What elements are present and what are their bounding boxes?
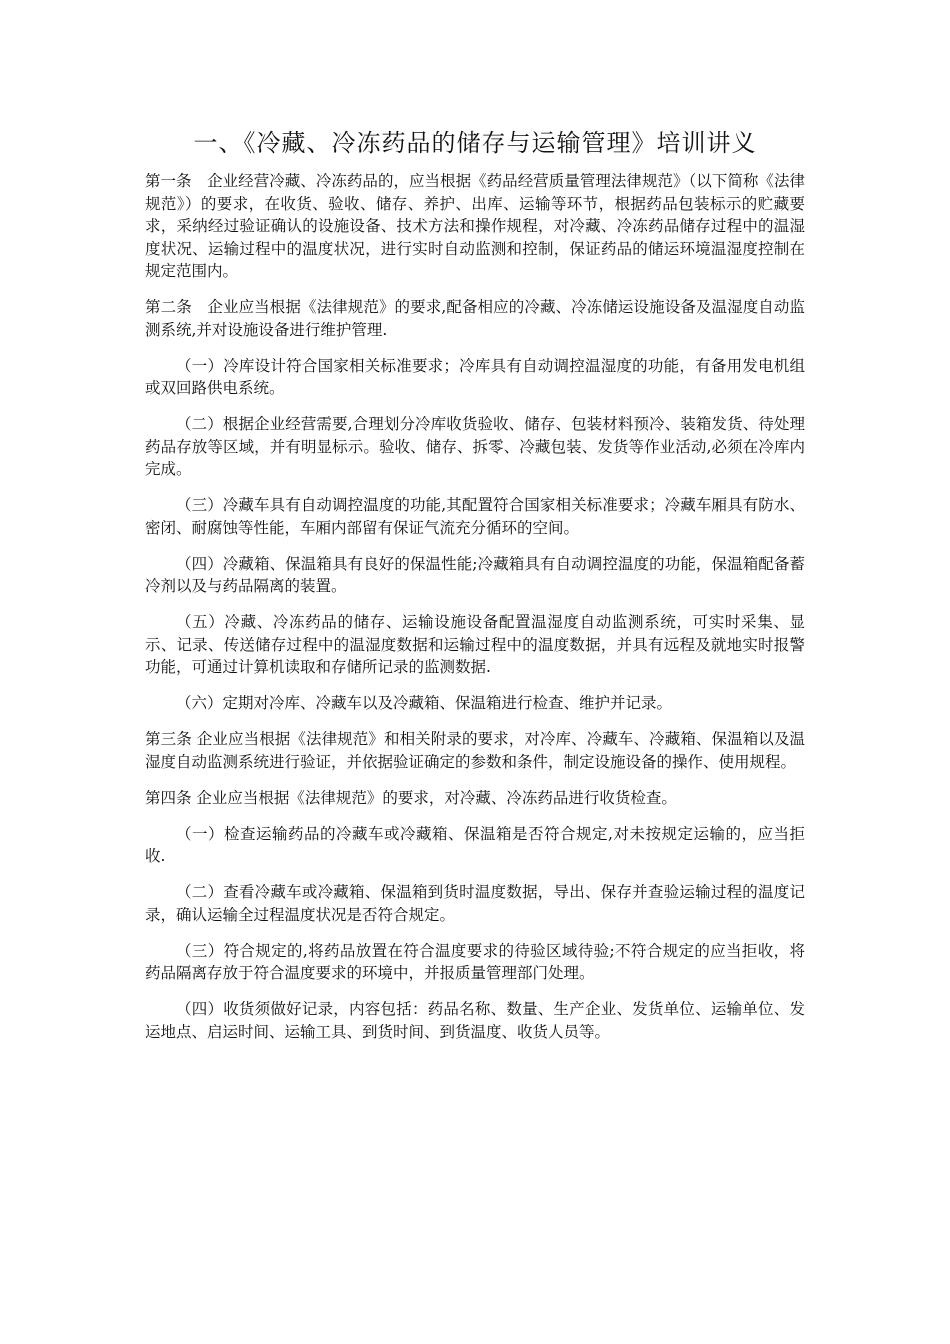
body-paragraph: （一）检查运输药品的冷藏车或冷藏箱、保温箱是否符合规定,对未按规定运输的，应当拒收.	[145, 824, 805, 865]
body-paragraph: 第三条 企业应当根据《法律规范》和相关附录的要求，对冷库、冷藏车、冷藏箱、保温箱以及温湿度自动监测系统进行验证，并依据验证确定的参数和条件，制定设施设备的操作、使用规程。	[145, 730, 805, 771]
document-body	[145, 170, 805, 1043]
body-paragraph: （五）冷藏、冷冻药品的储存、运输设施设备配置温湿度自动监测系统，可实时采集、显示、记录、传送储存过程中的温湿度数据和运输过程中的温度数据，并具有远程及就地实时报警功能，可通过计算机读取和存储所记录的监测数据.	[145, 613, 805, 676]
body-paragraph: （三）冷藏车具有自动调控温度的功能,其配置符合国家相关标准要求；冷藏车厢具有防水、密闭、耐腐蚀等性能，车厢内部留有保证气流充分循环的空间。	[145, 496, 805, 537]
body-paragraph: 第四条 企业应当根据《法律规范》的要求，对冷藏、冷冻药品进行收货检查。	[145, 788, 677, 807]
body-paragraph: 第二条 企业应当根据《法律规范》的要求,配备相应的冷藏、冷冻储运设施设备及温湿度自动监测系统,并对设施设备进行维护管理.	[145, 298, 805, 339]
body-paragraph: （四）冷藏箱、保温箱具有良好的保温性能;冷藏箱具有自动调控温度的功能，保温箱配备蓄冷剂以及与药品隔离的装置。	[145, 554, 805, 595]
body-paragraph: （四）收货须做好记录，内容包括：药品名称、数量、生产企业、发货单位、运输单位、发运地点、启运时间、运输工具、到货时间、到货温度、收货人员等。	[145, 1000, 805, 1041]
body-paragraph: （三）符合规定的,将药品放置在符合温度要求的待验区域待验;不符合规定的应当拒收，将药品隔离存放于符合温度要求的环境中，并报质量管理部门处理。	[145, 941, 805, 982]
body-paragraph: （一）冷库设计符合国家相关标准要求；冷库具有自动调控温湿度的功能，有备用发电机组或双回路供电系统。	[145, 356, 805, 397]
body-paragraph: 第一条 企业经营冷藏、冷冻药品的，应当根据《药品经营质量管理法律规范》（以下简称《法律规范》）的要求，在收货、验收、储存、养护、出库、运输等环节，根据药品包装标示的贮藏要求，采纳经过验证确认的设施设备、技术方法和操作规程，对冷藏、冷冻药品储存过程中的温湿度状况、运输过程中的温度状况，进行实时自动监测和控制，保证药品的储运环境温湿度控制在规定范围内。	[145, 172, 805, 280]
document-page	[145, 126, 805, 1057]
body-paragraph: （二）查看冷藏车或冷藏箱、保温箱到货时温度数据，导出、保存并查验运输过程的温度记录，确认运输全过程温度状况是否符合规定。	[145, 883, 805, 924]
body-paragraph: （二）根据企业经营需要,合理划分冷库收货验收、储存、包装材料预冷、装箱发货、待处理药品存放等区域，并有明显标示。验收、储存、拆零、冷藏包装、发货等作业活动,必须在冷库内完成。	[145, 415, 805, 478]
document-title: 一、《冷藏、冷冻药品的储存与运输管理》培训讲义	[193, 129, 757, 157]
body-paragraph: （六）定期对冷库、冷藏车以及冷藏箱、保温箱进行检查、维护并记录。	[176, 694, 673, 712]
